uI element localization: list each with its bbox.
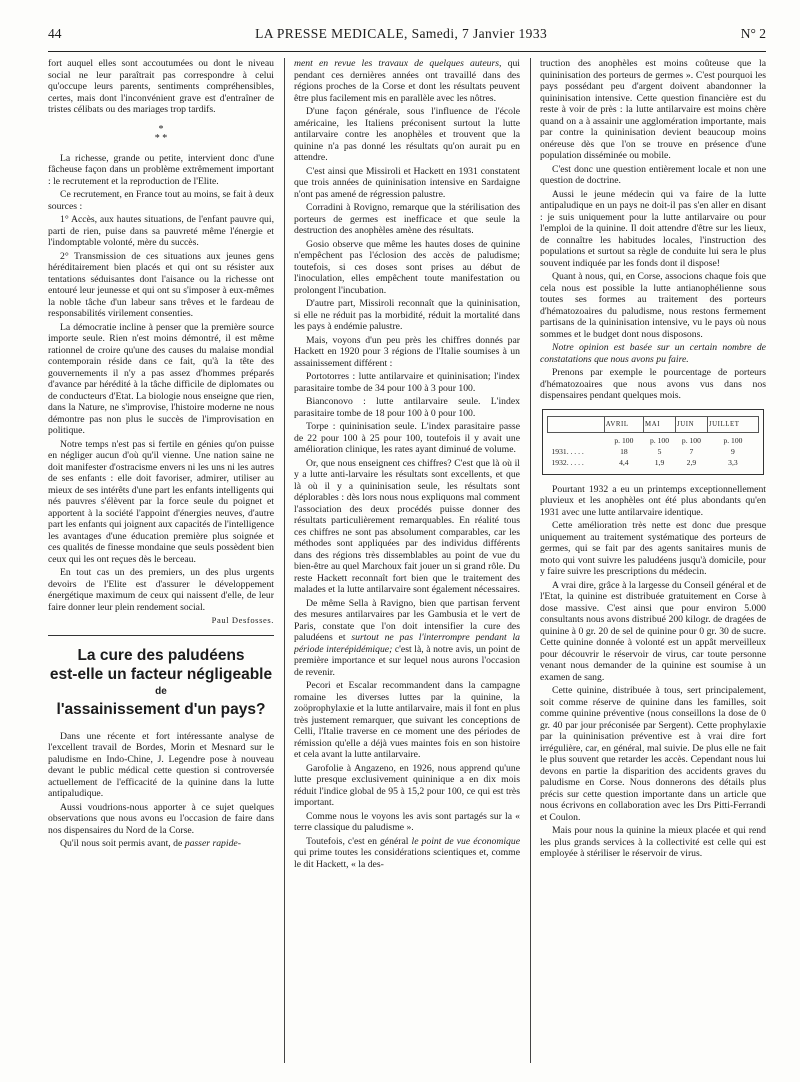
paragraph: Portotorres : lutte antilarvaire et quininisation; l'index parasitaire tombe de 34 pour 100 à 3 pour 100.: [294, 371, 520, 394]
paragraph: 2° Transmission de ces situations aux jeunes gens héréditairement bien placés et qui ont su résister aux tentations séduisantes dont l'aisance ou la richesse ont entouré leur jeunesse et qui ont su s'imposer à eux-mêmes la noble tâche d'un labeur sans trêves et le fardeau de responsabilités virilement consenties.: [48, 250, 274, 319]
table-row: [548, 446, 759, 457]
table-cell: 9: [731, 446, 735, 456]
title-line: est-elle un facteur négligeable: [49, 665, 273, 683]
paragraph: [294, 598, 520, 679]
paragraph: Comme nous le voyons les avis sont partagés sur la « terre classique du paludisme ».: [294, 810, 520, 833]
article-title: [48, 646, 274, 719]
table-header-cell: [548, 416, 605, 432]
italic-run: surtout ne pas l'interrompre pendant la période interépidémique;: [294, 632, 520, 655]
page-header: [48, 26, 766, 52]
table-cell: p. 100: [650, 435, 669, 445]
paragraph: 1° Accès, aux hautes situations, de l'enfant pauvre qui, parti de rien, puise dans sa pauvreté même l'énergie et l'indomptable volonté, mère du succès.: [48, 214, 274, 248]
table-cell: 4,4: [619, 457, 629, 467]
section-separator: * * *: [154, 123, 168, 144]
paragraph: Dans une récente et fort intéressante analyse de l'excellent travail de Bordes, Morin et Mesnard sur le paludisme en Indo-Chine, J. Legendre pose à nouveau devant le public médical cette question si controversée actuellement de l'efficacité de la quinine dans la lutte antipaludique.: [48, 730, 274, 799]
paragraph: La richesse, grande ou petite, intervient donc d'une fâcheuse façon dans un problème extrêmement important : le recrutement et la reproduction de l'Elite.: [48, 152, 274, 187]
text-run: Qu'il nous soit permis avant, de: [60, 838, 185, 849]
column-divider: [530, 58, 531, 1063]
table-cell: 2,9: [686, 457, 697, 467]
author-signature: Paul Desfosses.: [211, 615, 274, 625]
column-2: [294, 58, 520, 1063]
paragraph: Aussi le jeune médecin qui va faire de la lutte antipaludique en un pays ne doit-il pas s'en aller en disant : je suis uniquement pour la lutte antilarvaire ou pour l'emploi de la quinine. Il doit attendre d'être sur les lieux, de connaître les habitudes locales, l'instruction des populations et surtout sa règle de conduite lui sera le plus souvent indiquée par les fonds dont il dispose!: [540, 188, 766, 269]
italic-run: Notre opinion est basée sur un certain nombre de constatations que nous avons pu faire.: [540, 342, 766, 365]
table-row: [548, 457, 759, 468]
text-run: c'est là, à notre avis, un point de première importance et sur lequel nous aurons l'occasion de revenir.: [294, 643, 520, 678]
text-run: De même Sella à Ravigno, bien que partisan fervent des mesures antilarvaires par les Gambusia et le vert de Paris, constate que l'on doit intensifier la cure des paludéens et: [294, 597, 520, 643]
paragraph: Cette quinine, distribuée à tous, sert principalement, soit comme réserve de quinine dans les familles, soit comme quinine préventive (nous conseillons la dose de 0 gr. 40 par jour préconisée par Sergent). Cette prophylaxie par la quininisation préventive est à vrai dire fort irrégulière, car, en général, mal suivie. De plus elle ne fait le plus souvent que retarder les accès. Cependant nous lui devons en partie la disparition des accidents graves du paludisme en Corse. Nous donnerons des détails plus précis sur cette question importante dans un article que nous écrivons en collaboration avec les Drs Pitti-Ferrandi et Coulon.: [540, 685, 766, 823]
paragraph: Torpe : quininisation seule. L'index parasitaire passe de 22 pour 100 à 25 pour 100, toutefois il y avait une amélioration clinique, les rates ayant diminué de volume.: [294, 421, 520, 455]
paragraph: D'une façon générale, sous l'influence de l'école américaine, les Italiens préconisent surtout la lutte antilarvaire contre les anophèles et trouvent que la quinine n'a pas donné les résultats qu'on aurait pu en attendre.: [294, 106, 520, 163]
italic-run: passer rapide-: [184, 838, 241, 849]
newspaper-page: [48, 26, 766, 1066]
table-cell: 3,3: [728, 457, 738, 467]
paragraph: Notre temps n'est pas si fertile en génies qu'on puisse en négliger aucun d'où qu'il vienne. Une nation saine ne doit manifester d'ostracisme envers ni les uns ni les autres de ses enfants : elle doit favoriser, admirer, utiliser au mieux de ses intérêts d'une part les enfants intelligents qui nés pauvres s'élèvent par la force seule du poignet et apportent à la société l'appoint d'énergies neuves, d'autre part les enfants qui joignent aux capacités de l'intelligence les avantages d'une éducation première plus soignée et ces qualités de finesse mondaine que seuls possèdent bien ceux qui les ont reçues dès le berceau.: [48, 438, 274, 565]
paragraph: truction des anophèles est moins coûteuse que la quininisation des porteurs de germes ». C'est pourquoi les pays possédant peu d'argent doivent abandonner la quininisation intensive. Cette question financière est du reste à voir de près : la lutte antilarvaire est moins chère quand on a à assainir une agglomération importante, mais par contre la quininisation devient beaucoup moins onéreuse dès que l'on se trouve en présence d'une population disséminée ou mobile.: [540, 58, 766, 161]
paragraph: Quant à nous, qui, en Corse, associons chaque fois que cela nous est possible la lutte antianophélienne sous toutes ses formes au traitement des porteurs d'hématozoaires du paludisme, nous restons fermement partisans de la quininisation intensive, vu le pays où nous sommes et le budget dont nous disposons.: [540, 271, 766, 340]
paragraph: A vrai dire, grâce à la largesse du Conseil général et de l'Etat, la quinine est distribuée gratuitement en Corse à dose massive. C'est ainsi que pour environ 5.000 consultants nous avons distribué 200 kilogr. de dragées de quinine à 0 gr. 20 de sel de quinine pour 0 gr. 30 de sucre. Cette quinine donnée à volonté est un appât merveilleux pour découvrir le réservoir de virus, car toute personne venant nous demander de la quinine est soumise à un examen de sang.: [540, 579, 766, 683]
text-run: qui pendant ces dernières années ont travaillé dans des régions proches de la Corse et dont les résultats peuvent être plus facilement mis en parallèle avec les nôtres.: [294, 58, 520, 104]
table-header-cell: MAI: [644, 416, 676, 432]
paragraph: [294, 58, 520, 104]
article-columns: [48, 58, 766, 1063]
paragraph: Prenons par exemple le pourcentage de porteurs d'hématozoaires que nous avons vus dans nos dispensaires pendant quelques mois.: [540, 367, 766, 401]
table-unit-row: [548, 432, 759, 446]
paragraph: Mais pour nous la quinine la mieux placée et qui rend les plus grands services à la collectivité est celle qui est employée à stériliser le réservoir de virus.: [540, 825, 766, 859]
paragraph: En tout cas un des premiers, un des plus urgents devoirs de l'Elite est d'assurer le développement énergétique maximum de ceux qui naissent d'elle, de leur faire donner leur plein rendement social.: [48, 567, 274, 613]
page-number: 44: [48, 26, 62, 41]
paragraph: [48, 838, 274, 850]
paragraph: Cette amélioration très nette est donc due presque uniquement au traitement systématique des porteurs de germes, qui se fait par des agents sanitaires munis de moto qui vont suivre les paludéens jusqu'à domicile, pour y faire suivre les prescriptions du médecin.: [540, 520, 766, 577]
table-cell: [548, 432, 605, 446]
paragraph: Bianconovo : lutte antilarvaire seule. L'index parasitaire tombe de 18 pour 100 à 0 pour 100.: [294, 396, 520, 419]
paragraph: Corradini à Rovigno, remarque que la stérilisation des porteurs de germes est inefficace et que seule la destruction des anophèles amène des résultats.: [294, 202, 520, 236]
table-header-cell: AVRIL: [604, 416, 643, 432]
paragraph: C'est ainsi que Missiroli et Hackett en 1931 constatent que trois années de quininisation intensive en Sardaigne n'ont pas amené de régression palustre.: [294, 165, 520, 200]
paragraph: Gosio observe que même les hautes doses de quinine n'empêchent pas l'éclosion des accès de paludisme; toutefois, si ces doses sont prises au début de l'inoculation, elles empêchent toute manifestation ou prolongent l'incubation.: [294, 238, 520, 296]
row-label: 1931. . . . .: [551, 446, 584, 456]
table-header-row: [548, 416, 759, 432]
paragraph: Mais, voyons d'un peu près les chiffres donnés par Hackett en 1920 pour 3 régions de l'Italie soumises à un assainissement différent :: [294, 334, 520, 369]
data-table: [547, 416, 759, 468]
italic-run: ment en revue les travaux de quelques auteurs,: [294, 58, 502, 69]
paragraph: Pecori et Escalar recommandent dans la campagne romaine les diverses luttes par la quinine, la zoöprophylaxie et la lutte antilarvaire, mais il font en plus très justement remarquer, que suivant les conceptions de Celli, l'Italie traverse en ce moment une des périodes de rémission qu'elle a déjà vues maintes fois en son histoire et cela avant la lutte antilarvaire.: [294, 680, 520, 760]
table-cell: p. 100: [681, 435, 701, 445]
paragraph: Or, que nous enseignent ces chiffres? C'est que là où il y a lutte anti-larvaire les résultats sont excellents, et que là où il y a quininisation seule, les résultats sont déplorables : dès lors nous nous expliquons mal comment l'association des deux procédés puisse donner des résultats particulièrement remarquables. En réalité tous ces chiffres ne sont pas absolument comparables, car les méthodes sont appliquées par des individus différents dans des régions très dissemblables au point de vue du bien-être au quel Marchoux fait jouer un si grand rôle. Du reste Hackett reconnaît fort bien que le traitement des malades et la lutte antilarvaire sont également nécessaires.: [294, 457, 520, 595]
paragraph: [540, 342, 766, 365]
paragraph: Pourtant 1932 a eu un printemps exceptionnellement pluvieux et les anophèles ont été plus abondants qu'en 1931 avec une lutte antilarvaire identique.: [540, 483, 766, 518]
journal-title: LA PRESSE MEDICALE, Samedi, 7 Janvier 1933: [255, 26, 548, 41]
text-run: qui prime toutes les considérations scientiques et, comme le dit Hackett, « la des-: [294, 847, 520, 870]
table-cell: p. 100: [723, 435, 743, 445]
issue-number: N° 2: [740, 26, 766, 41]
column-1: [48, 58, 274, 1063]
row-label: 1932. . . . .: [551, 457, 584, 467]
paragraph: fort auquel elles sont accoutumées ou dont le niveau social ne leur paraîtrait pas correspondre à celui qu'occupe leurs parents, sentiments compréhensibles, certes, mais dont l'inconvénient grave est d'entraîner de tristes célibats ou des mariages trop tardifs.: [48, 58, 274, 115]
table-header-cell: JUILLET: [707, 416, 758, 432]
article-divider: [48, 635, 274, 636]
table-cell: p. 100: [614, 435, 634, 445]
italic-run: le point de vue économique: [411, 835, 520, 847]
paragraph: C'est donc une question entièrement locale et non une question de doctrine.: [540, 163, 766, 186]
parasite-carrier-table: [542, 409, 764, 475]
table-header-cell: JUIN: [675, 416, 707, 432]
title-line: de: [155, 685, 167, 697]
paragraph: La démocratie incline à penser que la première source importe seule. Rien n'est moins démontré, il est même rationnel de croire qu'une des causes du malaise mondial contemporain réside dans ce fait, qu'à la tête des gouvernements il n'y a pas assez d'hommes préparés d'avance par hérédité à la tâche difficile de diplomates ou de conducteurs d'Etat. La biologie nous enseigne que rien, dans la Nature, ne s'improvise, l'histoire moderne ne nous démontre pas non plus le succès de l'improvisation en politique.: [48, 321, 274, 436]
table-cell: 5: [657, 446, 662, 456]
table-cell: 7: [689, 446, 694, 456]
paragraph: D'autre part, Missiroli reconnaît que la quininisation, si elle ne réduit pas la morbidité, réduit la mortalité dans les pays à endémie palustre.: [294, 298, 520, 332]
paragraph: Ce recrutement, en France tout au moins, se fait à deux sources :: [48, 189, 274, 212]
column-3: [540, 58, 766, 1063]
table-cell: 1,9: [654, 457, 665, 467]
table-cell: 18: [620, 446, 628, 456]
paragraph: Garofolie à Angazeno, en 1926, nous apprend qu'une lutte presque exclusivement quininique a en dix mois réduit l'indice global de 95 à 15,2 pour 100, ce qui est très important.: [294, 762, 520, 808]
text-run: Toutefois, c'est en général: [306, 835, 412, 847]
paragraph: Aussi voudrions-nous apporter à ce sujet quelques observations que nous avons eu l'occasion de faire dans nos dispensaires du Nord de la Corse.: [48, 801, 274, 836]
paragraph: [294, 836, 520, 871]
title-line: l'assainissement d'un pays?: [56, 700, 266, 718]
title-line: La cure des paludéens: [77, 646, 245, 664]
column-divider: [284, 58, 285, 1063]
